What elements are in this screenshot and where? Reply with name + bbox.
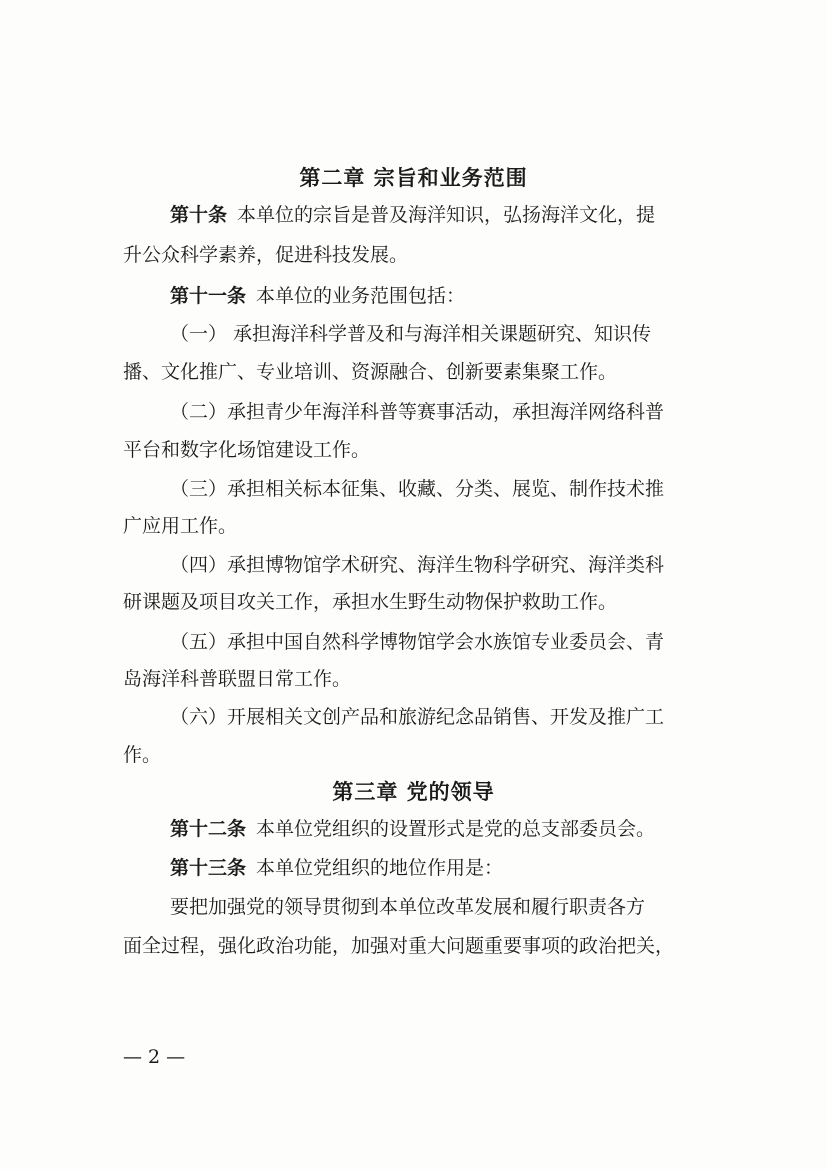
item-6-line-1: （六）开展相关文创产品和旅游纪念品销售、开发及推广工: [170, 706, 665, 728]
article-10-line-2: 升公众科学素养，促进科技发展。: [123, 244, 409, 266]
article-12-label: 第十二条: [170, 818, 247, 840]
chapter-3-heading: 第三章 党的领导: [332, 780, 495, 804]
item-4-line-2: 研课题及项目攻关工作，承担水生野生动物保护救助工作。: [123, 591, 618, 613]
article-13-line: [170, 853, 503, 883]
chapter-2-heading: 第二章 宗旨和业务范围: [299, 166, 528, 190]
item-1-line-2: 播、文化推广、专业培训、资源融合、创新要素集聚工作。: [123, 361, 618, 383]
article-11-label: 第十一条: [170, 285, 247, 307]
item-2-line-1: （二）承担青少年海洋科普等赛事活动，承担海洋网络科普: [170, 401, 665, 423]
article-13-label: 第十三条: [170, 857, 247, 879]
item-2-line-2: 平台和数字化场馆建设工作。: [123, 439, 371, 461]
item-1-line-1: （一） 承担海洋科学普及和与海洋相关课题研究、知识传: [170, 323, 652, 345]
item-3-line-1: （三）承担相关标本征集、收藏、分类、展览、制作技术推: [170, 478, 665, 500]
article-11-intro: 本单位的业务范围包括：: [256, 285, 466, 307]
article-10-label: 第十条: [170, 204, 228, 226]
article-13-text: 本单位党组织的地位作用是：: [256, 857, 504, 879]
item-3-line-2: 广应用工作。: [123, 515, 238, 537]
item-5-line-1: （五）承担中国自然科学博物馆学会水族馆专业委员会、青: [170, 631, 665, 653]
article-10-text: 本单位的宗旨是普及海洋知识，弘扬海洋文化，提: [237, 204, 656, 226]
item-5-line-2: 岛海洋科普联盟日常工作。: [123, 668, 352, 690]
article-12-text: 本单位党组织的设置形式是党的总支部委员会。: [256, 818, 656, 840]
article-11-line: [170, 281, 465, 311]
item-6-line-2: 作。: [123, 744, 162, 766]
article-13-paragraph-line-1: 要把加强党的领导贯彻到本单位改革发展和履行职责各方: [170, 896, 646, 918]
article-12-line: [170, 814, 655, 844]
page-number: — 2 —: [123, 1046, 186, 1068]
article-13-paragraph-line-2: 面全过程，强化政治功能，加强对重大问题重要事项的政治把关，: [123, 935, 675, 957]
item-4-line-1: （四）承担博物馆学术研究、海洋生物科学研究、海洋类科: [170, 554, 665, 576]
article-10-line-1: [170, 200, 655, 230]
